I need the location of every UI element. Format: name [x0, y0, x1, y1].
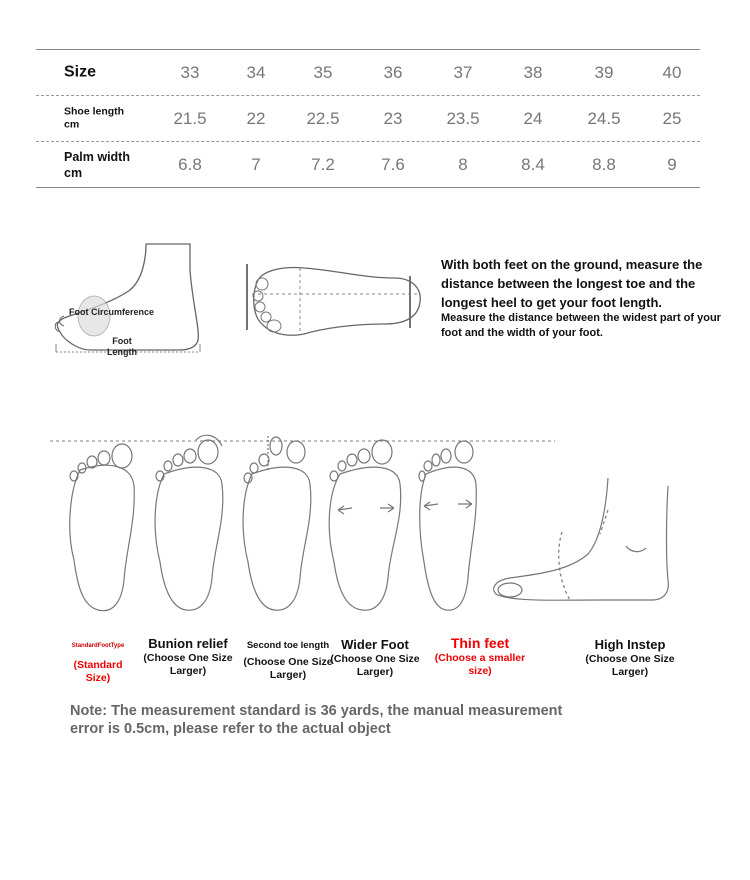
measurement-note: Note: The measurement standard is 36 yards, the manual measurement error is 0.5cm, please refer to the actual object	[70, 703, 563, 737]
table-row-shoe-length	[36, 96, 700, 142]
foot-type-title: Second toe length	[246, 640, 330, 651]
foot-type-title: High Instep	[594, 637, 666, 652]
foot-width-instruction: Measure the distance between the widest part of your foot and the width of your foot.	[441, 312, 721, 339]
foot-length-label-line1: Foot	[112, 336, 132, 346]
table-cell: 7	[251, 154, 261, 174]
foot-type-second-toe-length	[240, 639, 336, 682]
foot-type-subtitle: (Choose One Size Larger)	[585, 653, 675, 678]
table-cell: 40	[662, 62, 682, 82]
row-label-palm-width	[64, 148, 130, 181]
row-label-text: Shoe length	[64, 104, 125, 117]
foot-type-title: StandardFootType	[71, 643, 125, 649]
row-label-shoe-length	[64, 105, 124, 132]
table-cell: 9	[667, 154, 677, 174]
row-label-text: Size	[64, 63, 97, 81]
foot-types-illustration	[40, 430, 740, 630]
table-cell: 34	[246, 62, 266, 82]
foot-type-wider-foot	[330, 638, 420, 679]
table-cell: 24	[523, 108, 543, 128]
foot-type-subtitle: (Choose One Size Larger)	[143, 652, 233, 677]
table-cell: 6.8	[178, 154, 202, 174]
foot-type-title: Bunion relief	[148, 636, 228, 651]
table-cell: 22	[246, 108, 266, 128]
table-cell: 37	[453, 62, 473, 82]
foot-circumference-label: Foot Circumference	[69, 307, 155, 317]
table-cell: 24.5	[587, 108, 621, 128]
foot-type-subtitle: (Choose One Size Larger)	[243, 656, 333, 681]
table-cell: 8.4	[521, 154, 545, 174]
table-cell: 22.5	[306, 108, 340, 128]
row-label-unit: cm	[64, 118, 80, 131]
foot-length-label	[107, 336, 137, 358]
table-cell: 8.8	[592, 154, 616, 174]
foot-length-instruction: With both feet on the ground, measure the distance between the longest toe and the longest heel to get your foot length.	[441, 257, 703, 310]
table-cell: 35	[313, 62, 333, 82]
table-cell: 39	[594, 62, 614, 82]
row-label-unit: cm	[64, 165, 83, 180]
table-cell: 8	[458, 154, 468, 174]
table-cell: 23.5	[446, 108, 480, 128]
table-row-size	[36, 50, 700, 96]
foot-type-title: Wider Foot	[341, 637, 409, 652]
row-label-size	[64, 62, 96, 83]
table-cell: 25	[662, 108, 682, 128]
foot-type-high-instep	[574, 638, 686, 679]
size-chart-table	[36, 49, 700, 188]
foot-type-title: Thin feet	[450, 635, 510, 651]
foot-type-standard	[62, 640, 134, 685]
foot-length-label-line2: Length	[107, 347, 137, 357]
table-row-palm-width	[36, 142, 700, 188]
table-cell: 36	[383, 62, 403, 82]
foot-type-subtitle: (Standard Size)	[73, 659, 123, 684]
table-cell: 7.2	[311, 154, 335, 174]
foot-type-thin-feet	[424, 637, 536, 678]
row-label-text: Palm width	[64, 149, 130, 164]
table-cell: 23	[383, 108, 403, 128]
foot-type-subtitle: (Choose a smaller size)	[434, 652, 526, 677]
foot-top-view-illustration	[244, 262, 424, 342]
table-cell: 38	[523, 62, 543, 82]
foot-type-subtitle: (Choose One Size Larger)	[330, 653, 420, 678]
foot-type-bunion-relief	[140, 637, 236, 678]
table-cell: 7.6	[381, 154, 405, 174]
table-cell: 21.5	[173, 108, 207, 128]
table-cell: 33	[180, 62, 200, 82]
